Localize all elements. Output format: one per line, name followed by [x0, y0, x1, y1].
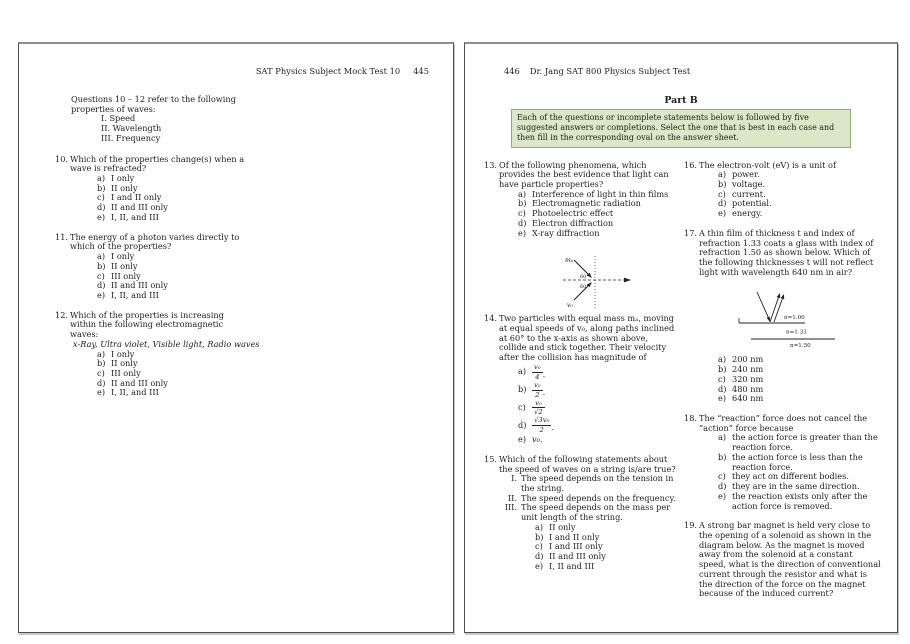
answer-option — [70, 388, 251, 398]
fraction-numerator: v₀ — [534, 380, 541, 389]
option-letter: b) — [518, 384, 527, 395]
question-number: 18. — [684, 413, 698, 424]
option-letter: d) — [718, 383, 727, 394]
option-suffix: . — [542, 368, 546, 379]
option-text: I and II only — [549, 531, 600, 542]
upper-velocity-arrow — [574, 260, 588, 274]
answer-option — [699, 433, 882, 452]
question-stem: Which of the properties is increasing within the following electromagnetic waves: — [70, 309, 224, 340]
option-letter: d) — [718, 481, 727, 492]
option-text: II and III only — [549, 551, 606, 562]
fraction-numerator: v₀ — [534, 362, 541, 371]
option-text: the action force is less than the reaction force. — [732, 451, 863, 472]
question-17 — [684, 229, 882, 278]
answer-option — [499, 417, 677, 434]
option-text: I and III only — [549, 541, 603, 552]
option-text: they act on different bodies. — [732, 471, 849, 482]
question-stem: The electron-volt (eV) is a unit of — [699, 159, 836, 170]
answer-option — [499, 562, 677, 572]
option-letter: a) — [97, 348, 106, 359]
question-body — [699, 161, 882, 219]
question-body — [699, 414, 882, 511]
mass-label: mₐ — [564, 257, 573, 265]
statement-text: The speed depends on the tension in the string. — [521, 473, 674, 493]
option-letter: c) — [535, 541, 543, 552]
option-letter: e) — [518, 227, 527, 238]
option-text: I, II, and III — [111, 387, 159, 398]
option-letter: c) — [97, 192, 105, 203]
right-page-right-column — [684, 161, 882, 609]
fraction-denominator: 2 — [532, 425, 551, 434]
statement — [499, 474, 677, 493]
question-stem: Two particles with equal mass mₐ, moving at equal speeds of v₀, along paths inclined at 60° to the x-axis as shown above, collide and stick together. Their velocity after the collision has magnitude of — [499, 313, 675, 363]
option-suffix: . — [551, 422, 555, 433]
option-letter: a) — [518, 188, 527, 199]
answer-option — [699, 199, 882, 209]
question-stem: Which of the properties change(s) when a wave is refracted? — [70, 153, 245, 174]
option-letter: e) — [518, 434, 527, 445]
option-text: power. — [732, 169, 760, 180]
angle-bottom-label: 60° — [579, 284, 589, 291]
option-text: Interference of light in thin films — [532, 188, 669, 199]
fraction — [532, 364, 543, 381]
answer-option — [499, 229, 677, 239]
question-number: 10. — [55, 153, 69, 164]
answer-option — [699, 170, 882, 180]
answer-option — [499, 435, 677, 445]
instructions-box: Each of the questions or incomplete statements below is followed by five suggested answers or completions. Select the one that is best in each case and then fill in the corresponding oval on the answer sheet. — [511, 109, 851, 147]
statement-numeral: I. — [511, 473, 517, 484]
question-group-intro — [71, 95, 251, 144]
glass-index-label: n=1.50 — [789, 343, 811, 350]
option-text: I, II, and III — [111, 289, 159, 300]
question-19 — [684, 521, 882, 599]
left-page-number: 445 — [413, 66, 429, 76]
option-letter: a) — [718, 354, 727, 365]
fraction-denominator: √2 — [534, 408, 543, 417]
option-letter: a) — [97, 251, 106, 262]
option-text: the reaction exists only after the action force is removed. — [732, 490, 868, 511]
answer-option — [699, 190, 882, 200]
statement-numeral: II. — [507, 492, 517, 503]
question-stem: A strong bar magnet is held very close to the opening of a solenoid as shown in the diagram below. As the magnet is moved away from the solenoid at a constant speed, what is the direction of conventional current through the resistor and what is the direction of the force on the magnet because of the induced current? — [699, 520, 881, 599]
option-letter: a) — [718, 432, 727, 443]
option-letter: e) — [718, 490, 727, 501]
statement-text: The speed depends on the mass per unit length of the string. — [521, 502, 671, 523]
option-text: II only — [111, 358, 138, 369]
option-letter: d) — [535, 551, 544, 562]
option-text: I only — [111, 251, 135, 262]
figure-collision — [484, 253, 677, 311]
option-text: the action force is greater than the reaction force. — [732, 432, 878, 453]
left-page — [18, 42, 454, 633]
list-item: III. Frequency — [101, 132, 161, 143]
fraction — [532, 382, 543, 399]
right-page-number: 446 — [504, 66, 520, 76]
question-body — [70, 309, 260, 398]
option-text: 240 nm — [732, 364, 764, 375]
question-18 — [684, 414, 882, 511]
question-stem: A thin film of thickness t and index of refraction 1.33 coats a glass with index of refraction 1.50 as shown below. Which of the following thicknesses t will not reflect light with wavelength 640 nm in air? — [699, 227, 874, 277]
option-text: 480 nm — [732, 383, 764, 394]
option-text: X-ray diffraction — [532, 227, 600, 238]
question-number: 16. — [684, 159, 698, 170]
option-text: Electron diffraction — [532, 217, 614, 228]
option-text: v₀. — [532, 434, 543, 445]
two-column-area — [465, 161, 897, 609]
question-number: 12. — [55, 309, 69, 320]
option-letter: d) — [97, 202, 106, 213]
reflected-arrowhead-2 — [780, 294, 784, 299]
option-text: voltage. — [732, 178, 766, 189]
incident-arrowhead — [766, 317, 769, 322]
right-page-left-column — [484, 161, 677, 609]
answer-option — [499, 382, 677, 399]
question-number: 17. — [684, 227, 698, 238]
question-body — [499, 161, 677, 239]
option-letter: d) — [518, 419, 527, 430]
option-text: potential. — [732, 198, 772, 209]
option-letter: e) — [535, 560, 544, 571]
option-suffix: . — [542, 386, 546, 397]
left-page-content — [55, 94, 260, 408]
reflected-ray-2 — [774, 299, 782, 322]
option-text: 320 nm — [732, 373, 764, 384]
question-16 — [684, 161, 882, 219]
option-letter: d) — [97, 280, 106, 291]
option-letter: c) — [718, 188, 726, 199]
question-body — [499, 455, 677, 572]
option-letter: b) — [535, 531, 544, 542]
option-text: Photoelectric effect — [532, 208, 614, 219]
answer-option — [499, 364, 677, 381]
question-note: x-Ray, Ultra violet, Visible light, Radio waves — [73, 338, 260, 349]
answer-option — [70, 213, 251, 223]
fraction-denominator: 4 — [532, 372, 543, 381]
statement-numeral: III. — [504, 502, 517, 513]
question-stem: The “reaction” force does not cancel the “action” force because — [699, 413, 868, 433]
question-stem: Of the following phenomena, which provides the best evidence that light can have particle properties? — [499, 159, 669, 189]
option-text: II only — [549, 521, 576, 532]
fraction-denominator: 2 — [532, 390, 543, 399]
question-body — [699, 521, 882, 599]
option-letter: b) — [518, 198, 527, 209]
question-number: 19. — [684, 520, 698, 531]
option-letter: d) — [97, 377, 106, 388]
option-letter: d) — [718, 198, 727, 209]
answer-option — [699, 492, 882, 511]
answer-option — [70, 291, 251, 301]
answer-option — [499, 400, 677, 417]
option-text: III only — [111, 367, 141, 378]
question-body — [70, 155, 251, 223]
option-text: II only — [111, 260, 138, 271]
left-header-title: SAT Physics Subject Mock Test 10 — [255, 66, 401, 76]
answer-option — [699, 355, 882, 365]
option-letter: e) — [718, 393, 727, 404]
option-text: II only — [111, 182, 138, 193]
collision-diagram — [561, 253, 635, 311]
option-text: they are in the same direction. — [732, 481, 860, 492]
option-letter: c) — [518, 402, 526, 413]
fraction-numerator: √3v₀ — [534, 416, 550, 425]
question-body — [499, 314, 677, 445]
reflected-ray-1 — [770, 298, 778, 322]
left-running-header — [256, 67, 429, 76]
answer-option — [699, 453, 882, 472]
option-letter: c) — [518, 208, 526, 219]
option-letter: e) — [97, 211, 106, 222]
list-item: I. Speed — [101, 113, 136, 124]
question-number — [684, 355, 699, 404]
question-12 — [55, 309, 260, 398]
option-letter: b) — [718, 364, 727, 375]
question-14 — [484, 314, 677, 445]
option-text: I only — [111, 173, 135, 184]
answer-option — [699, 375, 882, 385]
option-letter: e) — [97, 387, 106, 398]
right-header-title: Dr. Jang SAT 800 Physics Subject Test — [529, 66, 691, 76]
question-number: 13. — [484, 159, 498, 170]
question-11 — [55, 233, 251, 301]
statement — [499, 503, 677, 522]
option-text: Electromagnetic radiation — [532, 198, 641, 209]
list-item: II. Wavelength — [101, 123, 162, 134]
question-body — [70, 233, 251, 301]
option-letter: a) — [718, 169, 727, 180]
question-10 — [55, 155, 251, 223]
option-text: I only — [111, 348, 135, 359]
answer-option — [699, 394, 882, 404]
option-text: 640 nm — [732, 393, 764, 404]
air-index-label: n=1.00 — [783, 315, 805, 322]
angle-top-label: 60° — [579, 274, 589, 281]
option-text: II and III only — [111, 280, 168, 291]
question-15 — [484, 455, 677, 572]
option-text: II and III only — [111, 377, 168, 388]
fraction — [532, 417, 551, 434]
option-letter: a) — [97, 173, 106, 184]
question-body — [699, 355, 882, 404]
answer-option — [699, 209, 882, 219]
option-letter: a) — [518, 366, 527, 377]
fraction-numerator: v₀ — [535, 398, 542, 407]
option-letter: b) — [97, 260, 106, 271]
option-text: II and III only — [111, 202, 168, 213]
option-letter: b) — [718, 451, 727, 462]
option-letter: c) — [718, 373, 726, 384]
right-running-header — [504, 67, 690, 76]
answer-option — [699, 365, 882, 375]
option-letter: d) — [518, 217, 527, 228]
option-letter: e) — [718, 208, 727, 219]
reflected-arrowhead-1 — [776, 293, 780, 298]
answer-option — [699, 180, 882, 190]
question-stem: The energy of a photon varies directly to which of the properties? — [70, 231, 240, 252]
thin-film-diagram — [735, 287, 840, 349]
film-index-label: n=1.33 — [785, 329, 807, 336]
option-text: I and II only — [111, 192, 162, 203]
option-letter: c) — [97, 270, 105, 281]
part-b-title: Part B — [664, 95, 698, 106]
figure-film — [684, 287, 882, 349]
option-letter: b) — [97, 358, 106, 369]
question-number: 11. — [55, 231, 69, 242]
question-stem: Which of the following statements about the speed of waves on a string is/are true? — [499, 453, 676, 474]
option-text: I, II and III — [549, 560, 595, 571]
question-13 — [484, 161, 677, 239]
option-letter: e) — [97, 289, 106, 300]
question-body — [699, 229, 882, 278]
intro-text: Questions 10 – 12 refer to the following — [71, 94, 236, 104]
answer-options-block — [684, 355, 882, 404]
option-letter: b) — [97, 182, 106, 193]
question-number: 15. — [484, 453, 498, 464]
answer-option — [699, 385, 882, 395]
intro-text: properties of waves: — [71, 103, 156, 114]
incident-ray — [757, 292, 768, 317]
option-text: energy. — [732, 208, 763, 219]
option-text: current. — [732, 188, 766, 199]
right-page-content — [465, 95, 897, 609]
option-text: I, II, and III — [111, 211, 159, 222]
speed-label: v₀ — [566, 302, 573, 310]
wave-properties-list — [101, 114, 251, 143]
question-number: 14. — [484, 313, 498, 324]
right-page — [464, 42, 898, 633]
option-letter: b) — [718, 178, 727, 189]
statement-text: The speed depends on the frequency. — [521, 492, 676, 503]
x-axis-arrowhead — [624, 278, 631, 283]
option-text: III only — [111, 270, 141, 281]
option-letter: a) — [535, 521, 544, 532]
option-text: 200 nm — [732, 354, 764, 365]
option-letter: c) — [97, 367, 105, 378]
option-letter: c) — [718, 471, 726, 482]
fraction — [532, 400, 545, 417]
